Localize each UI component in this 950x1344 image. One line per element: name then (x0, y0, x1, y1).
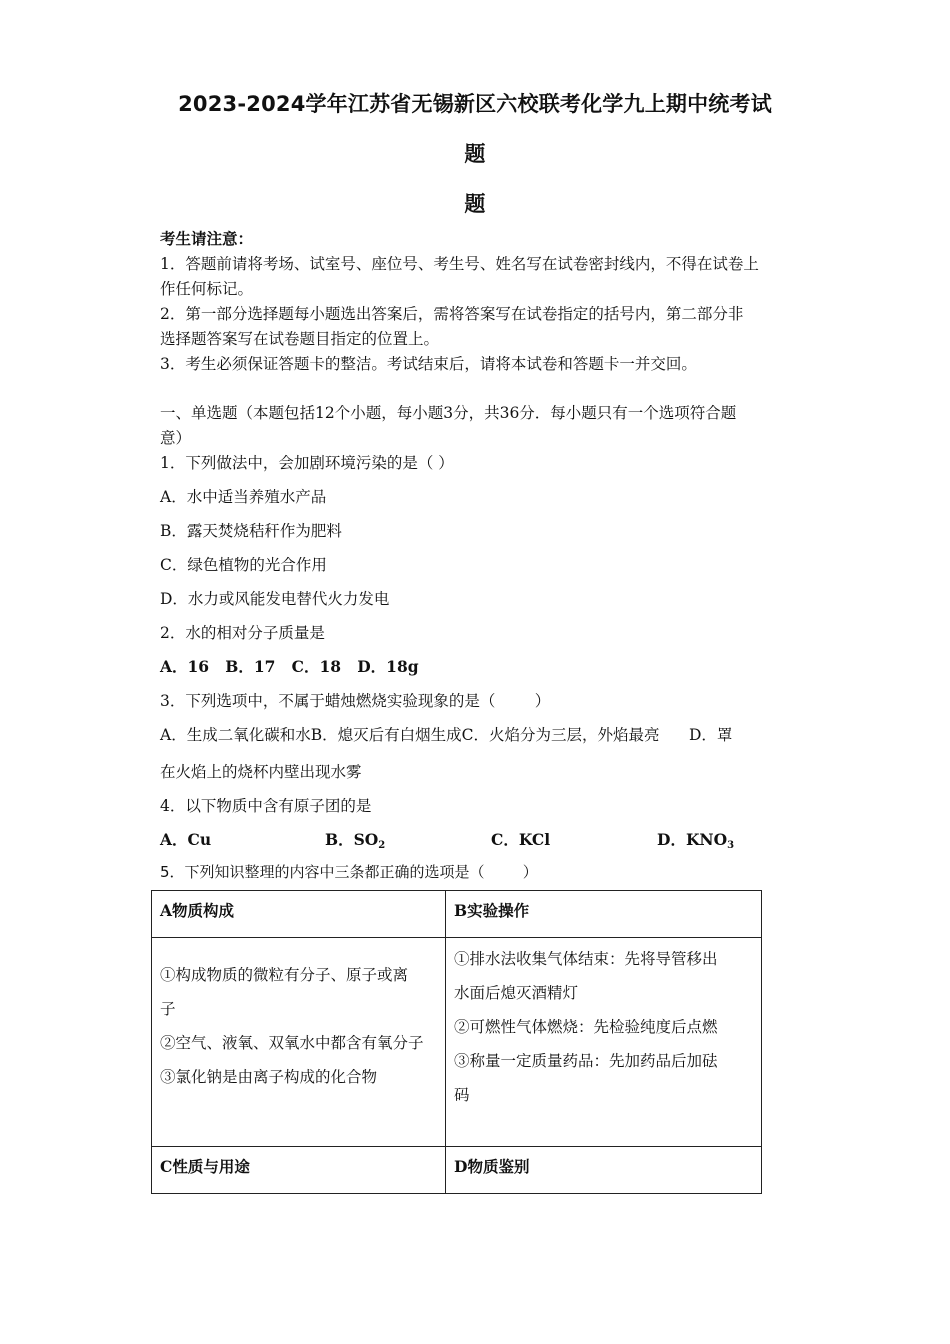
cell-b-line: ①排水法收集气体结束：先将导管移出 (454, 950, 718, 968)
cell-a-line: 子 (160, 1000, 176, 1018)
cell-a-head: A物质构成 (152, 891, 446, 938)
question-1-option-c: C．绿色植物的光合作用 (160, 556, 327, 574)
cell-b-body (446, 938, 762, 1147)
cell-b-line: ③称量一定质量药品：先加药品后加砝 (454, 1052, 718, 1070)
question-3-stem: 3．下列选项中，不属于蜡烛燃烧实验现象的是（ ） (160, 692, 551, 710)
table-row (152, 938, 762, 1147)
notice-item-1-line1: 1．答题前请将考场、试室号、座位号、考生号、姓名写在试卷密封线内，不得在试卷上 (160, 255, 759, 273)
question-4-stem: 4．以下物质中含有原子团的是 (160, 797, 372, 815)
table-row (152, 1147, 762, 1194)
question-4-option-a: A．Cu (160, 830, 212, 849)
exam-title-line2: 题 (464, 142, 486, 166)
question-1-option-a: A．水中适当养殖水产品 (160, 488, 327, 506)
question-3-options-line1: A．生成二氧化碳和水B．熄灭后有白烟生成C．火焰分为三层，外焰最亮 D．罩 (160, 726, 733, 744)
cell-c-head: C性质与用途 (152, 1147, 446, 1194)
cell-a-line: ②空气、液氧、双氧水中都含有氧分子 (160, 1034, 424, 1052)
question-1-stem: 1．下列做法中，会加剧环境污染的是（ ） (160, 454, 454, 472)
question-3-options-line2: 在火焰上的烧杯内壁出现水雾 (160, 763, 362, 781)
notice-item-2-line2: 选择题答案写在试卷题目指定的位置上。 (160, 330, 440, 348)
question-4-option-d (657, 828, 734, 851)
question-4-option-b-text: B．SO (325, 830, 379, 849)
notice-item-2-line1: 2．第一部分选择题每小题选出答案后，需将答案写在试卷指定的括号内，第二部分非 (160, 305, 744, 323)
exam-title-line1: 2023-2024学年江苏省无锡新区六校联考化学九上期中统考试 (178, 92, 772, 116)
question-4-option-b (325, 828, 385, 851)
exam-title-line3: 题 (464, 192, 486, 216)
cell-d-head: D物质鉴别 (446, 1147, 762, 1194)
question-5-stem: 5．下列知识整理的内容中三条都正确的选项是（ ） (160, 863, 538, 881)
cell-b-line: ②可燃性气体燃烧：先检验纯度后点燃 (454, 1018, 718, 1036)
cell-a-line: ③氯化钠是由离子构成的化合物 (160, 1068, 378, 1086)
question-4-option-c: C．KCl (491, 830, 551, 849)
question-2-options: A．16 B．17 C．18 D．18g (160, 657, 419, 676)
cell-b-line: 码 (454, 1086, 470, 1104)
question-1-option-d: D．水力或风能发电替代火力发电 (160, 590, 390, 608)
notice-item-3: 3．考生必须保证答题卡的整洁。考试结束后，请将本试卷和答题卡一并交回。 (160, 355, 697, 373)
cell-a-line: ①构成物质的微粒有分子、原子或离 (160, 966, 409, 984)
question-1-option-b: B．露天焚烧秸秆作为肥料 (160, 522, 342, 540)
cell-a-body (152, 938, 446, 1147)
question-4-option-b-subscript: 2 (378, 840, 386, 851)
question-2-stem: 2．水的相对分子质量是 (160, 624, 325, 642)
section-heading-line1: 一、单选题（本题包括12个小题，每小题3分，共36分．每小题只有一个选项符合题 (160, 404, 737, 422)
question-4-option-d-text: D．KNO (657, 830, 728, 849)
cell-b-line: 水面后熄灭酒精灯 (454, 984, 579, 1002)
section-heading-line2: 意） (160, 429, 192, 447)
notice-item-1-line2: 作任何标记。 (160, 280, 254, 298)
table-row (152, 891, 762, 938)
notice-heading: 考生请注意： (160, 229, 254, 248)
cell-b-head: B实验操作 (446, 891, 762, 938)
knowledge-table (151, 890, 762, 1194)
question-4-option-d-subscript: 3 (727, 840, 735, 851)
